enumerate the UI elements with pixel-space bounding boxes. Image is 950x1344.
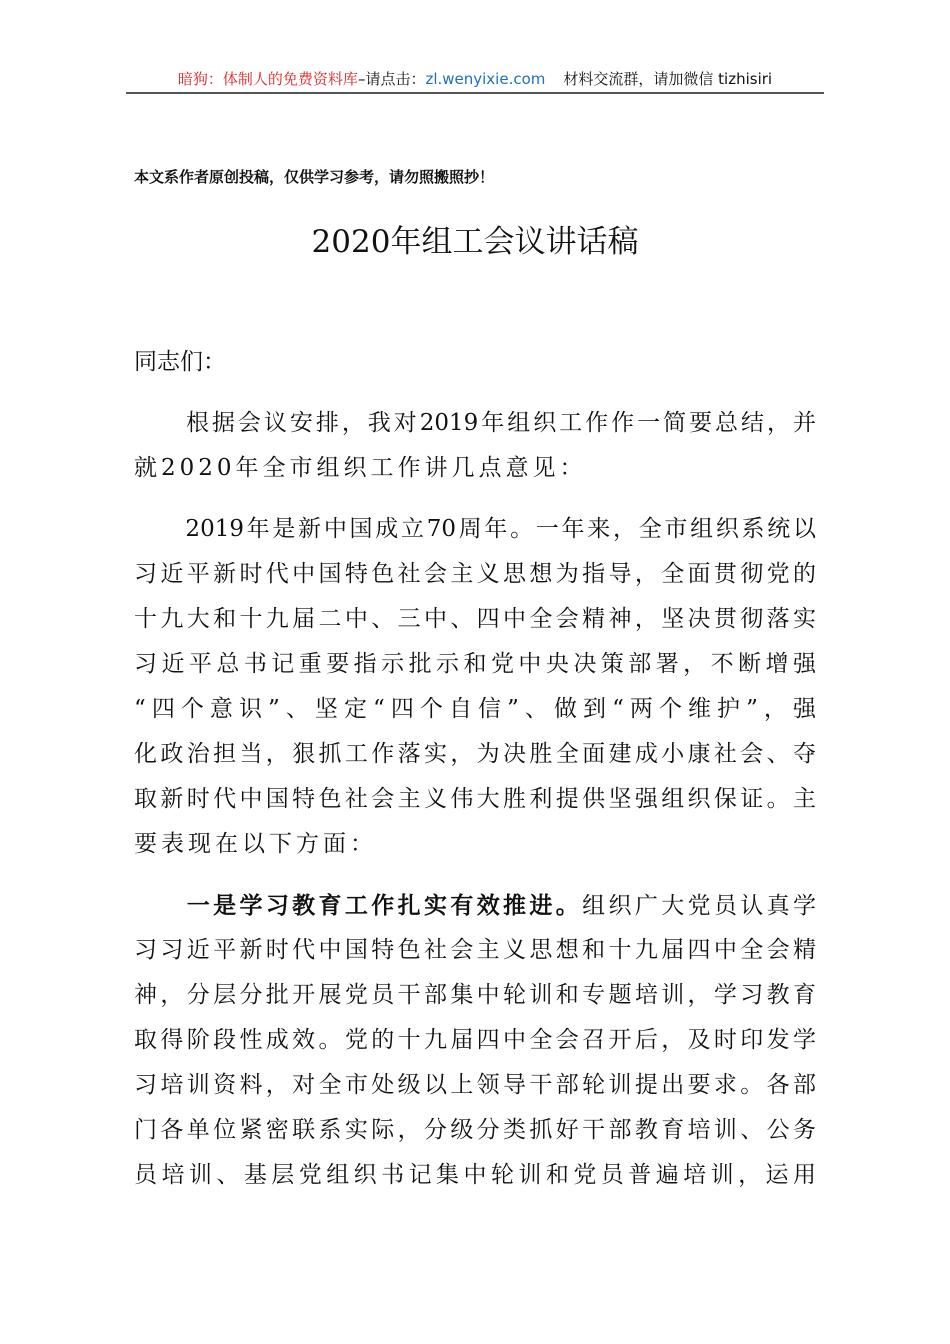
paragraph-intro — [134, 401, 816, 491]
salutation: 同志们： — [134, 349, 226, 375]
text-line: 根据会议安排，我对2019年组织工作作一简要总结，并 — [134, 410, 816, 436]
paragraph-study-education — [134, 883, 816, 1198]
bold-lead: 一是学习教育工作扎实有效推进。 — [186, 892, 583, 919]
text-line: 习培训资料，对全市处级以上领导干部轮训提出要求。各部 — [134, 1072, 816, 1098]
text-line: 十九大和十九届二中、三中、四中全会精神，坚决贯彻落实 — [134, 606, 816, 632]
text-line: 就2020年全市组织工作讲几点意见： — [134, 455, 587, 481]
text-line: 门各单位紧密联系实际，分级分类抓好干部教育培训、公务 — [134, 1117, 816, 1143]
text-line: 一是学习教育工作扎实有效推进。组织广大党员认真学 — [186, 892, 817, 919]
text-line: 习近平总书记重要指示批示和党中央决策部署，不断增强 — [134, 651, 816, 677]
text-line: 习习近平新时代中国特色社会主义思想和十九届四中全会精 — [134, 937, 816, 963]
header-cta: –请点击： — [357, 70, 426, 88]
text-line: “四个意识”、坚定“四个自信”、做到“两个维护”，强 — [134, 696, 816, 722]
text-line: 化政治担当，狠抓工作落实，为决胜全面建成小康社会、夺 — [134, 741, 816, 767]
text-line: 取新时代中国特色社会主义伟大胜利提供坚强组织保证。主 — [134, 786, 816, 812]
text-line: 取得阶段性成效。党的十九届四中全会召开后，及时印发学 — [134, 1027, 816, 1053]
text-line: 员培训、基层党组织书记集中轮训和党员普遍培训，运用 — [134, 1162, 816, 1188]
text-line: 神，分层分批开展党员干部集中轮训和专题培训，学习教育 — [134, 982, 816, 1008]
document-title: 2020年组工会议讲话稿 — [311, 224, 639, 260]
paragraph-summary — [134, 507, 816, 867]
header-group-info: 材料交流群，请加微信 tizhisiri — [563, 70, 773, 88]
text-line: 要表现在以下方面： — [134, 831, 377, 857]
document-body — [134, 340, 816, 1214]
page-header — [126, 68, 824, 94]
header-url-link[interactable]: zl.wenyixie.com — [425, 70, 546, 88]
text-line: 2019年是新中国成立70周年。一年来，全市组织系统以 — [134, 516, 816, 542]
header-brand: 暗狗：体制人的免费资料库 — [177, 70, 358, 88]
copyright-notice: 本文系作者原创投稿，仅供学习参考，请勿照搬照抄！ — [134, 168, 495, 186]
text-line: 习近平新时代中国特色社会主义思想为指导，全面贯彻党的 — [134, 561, 816, 587]
